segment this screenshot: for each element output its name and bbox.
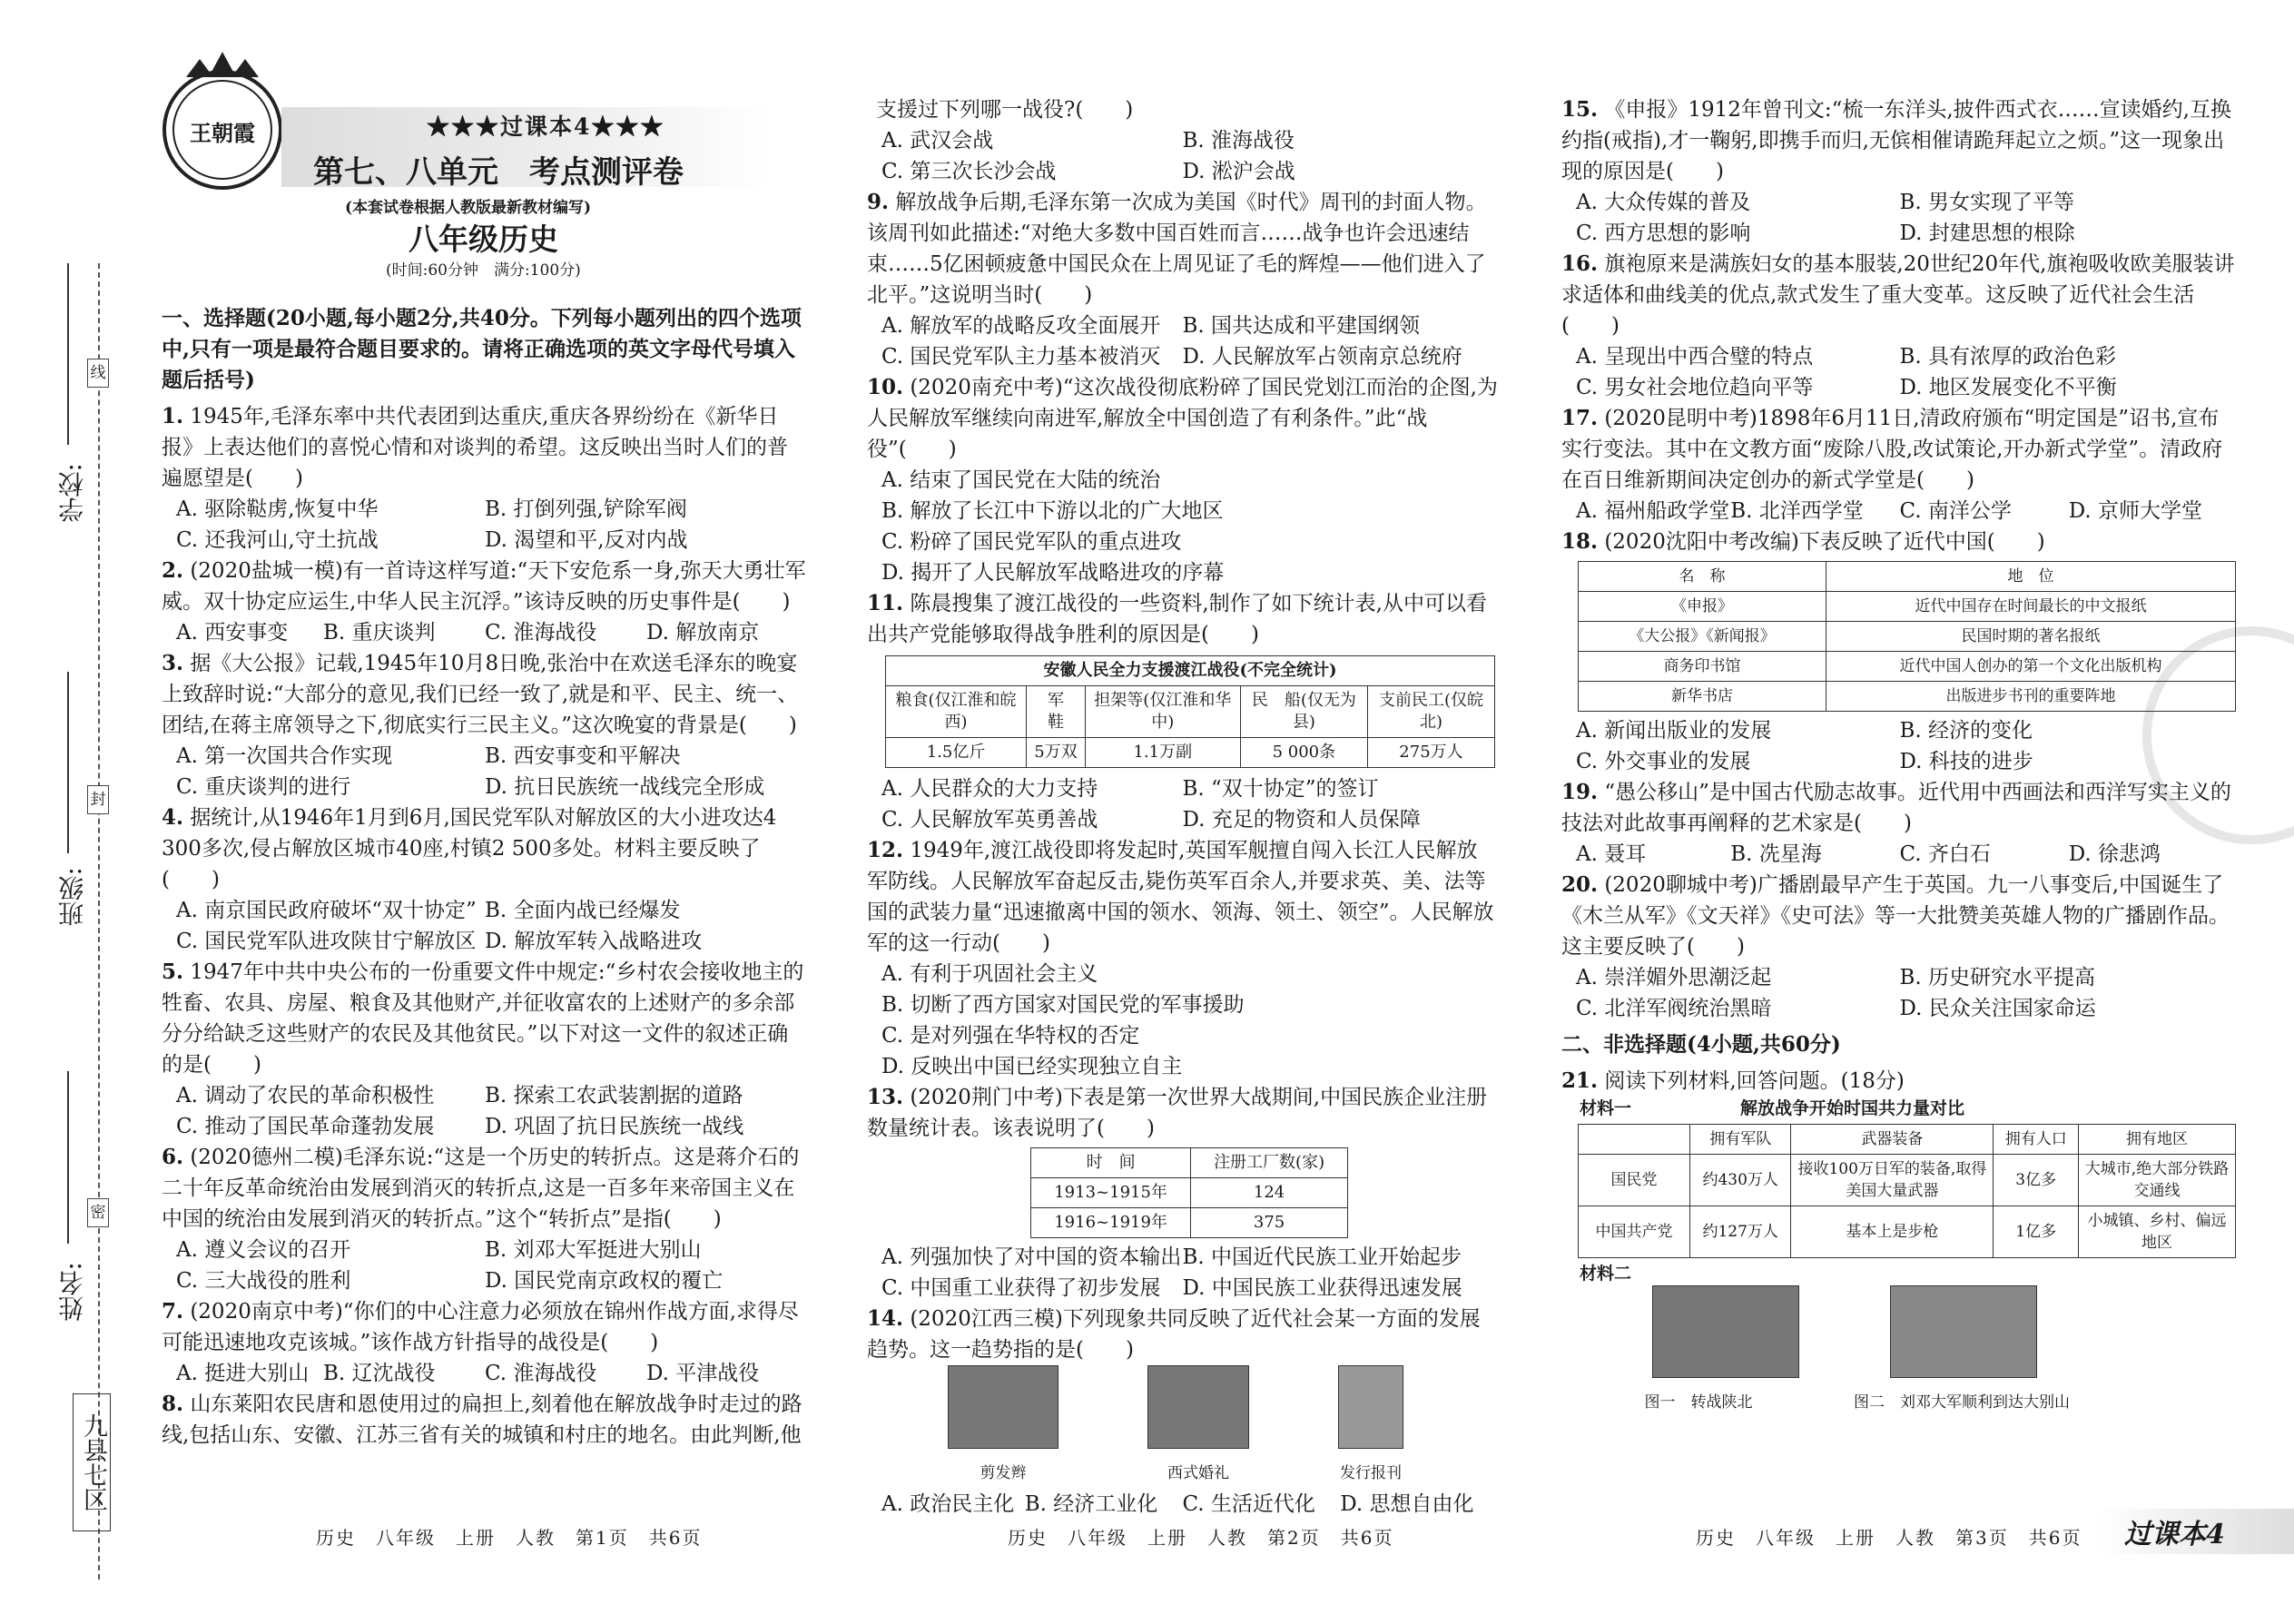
q18-cell: 《申报》 — [1579, 592, 1826, 622]
question-6: 6. (2020德州二模)毛泽东说:“这是一个历史的转折点。这是蒋介石的二十年反革命统治由发展到消灭的转折点,这是一百多年来帝国主义在中国的统治由发展到消灭的转折点。”这个“转折点”是指( ) A. 遵义会议的召开 B. 刘邓大军挺进大别山 C. 三大战役的胜利 D. 国民党南京政权的覆亡 — [162, 1142, 808, 1296]
wedding-photo — [1147, 1365, 1249, 1449]
q21-cell: 小城镇、乡村、偏远地区 — [2079, 1206, 2236, 1258]
q14-caption: 剪发辫 — [980, 1464, 1027, 1482]
question-1: 1. 1945年,毛泽东率中共代表团到达重庆,重庆各界纷纷在《新华日报》上表达他们的喜悦心情和对谈判的希望。这反映出当时人们的普遍愿望是( ) A. 驱除鞑虏,恢复中华 B. 打倒列强,铲除军阀 C. 还我河山,守土抗战 D. 渴望和平,反对内战 — [162, 401, 808, 556]
question-13: 13. (2020荆门中考)下表是第一次世界大战期间,中国民族企业注册数量统计表。该表说明了( ) 时 间 注册工厂数(家) 1913~1915年 124 1916~1919年 375 A. 列强加快了对中国的资本输出 B. 中国近代民族工业开始起步 C. 中国重工业获得了初步发展 D. 中国民族工业获得迅速发展 — [867, 1082, 1498, 1304]
q21-stem: 阅读下列材料,回答问题。(18分) — [1604, 1069, 1905, 1093]
q11-header: 民 船(仅无为县) — [1240, 686, 1367, 738]
q11-cell: 1.1万副 — [1085, 738, 1240, 768]
q11-cell: 1.5亿斤 — [886, 738, 1027, 768]
question-16: 16. 旗袍原来是满族妇女的基本服装,20世纪20年代,旗袍吸收欧美服装讲求适体和曲线美的优点,款式发生了重大变革。这反映了近代社会生活( ) A. 呈现出中西合璧的特点 B. 具有浓厚的政治色彩 C. 男女社会地位趋向平等 D. 地区发展变化不平衡 — [1561, 249, 2238, 403]
column-3 — [1561, 94, 2238, 1418]
q21-cell: 国民党 — [1579, 1155, 1690, 1206]
q11-option-c[interactable]: C. 人民解放军英勇善战 — [881, 808, 1098, 832]
q14-option-a[interactable]: A. 政治民主化 — [881, 1492, 1015, 1516]
binding-dashed-line — [98, 263, 100, 1580]
binding-sidebar — [0, 0, 127, 1624]
q20-stem: (2020聊城中考)广播剧最早产生于英国。九一八事变后,中国诞生了《木兰从军》《文天祥》《史可法》等一大批赞美英雄人物的广播剧作品。这主要反映了( ) — [1561, 873, 2230, 959]
q16-stem: 旗袍原来是满族妇女的基本服装,20世纪20年代,旗袍吸收欧美服装讲求适体和曲线美的优点,款式发生了重大变革。这反映了近代社会生活( ) — [1561, 252, 2235, 338]
q14-caption: 西式婚礼 — [1167, 1464, 1229, 1482]
question-4: 4. 据统计,从1946年1月到6月,国民党军队对解放区的大小进攻达4 300多次,侵占解放区城市40座,村镇2 500多处。材料主要反映了( ) A. 南京国民政府破坏“双十协定” B. 全面内战已经爆发 C. 国民党军队进攻陕甘宁解放区 D. 解放军转入战略进攻 — [162, 802, 808, 957]
school-label: 学校: — [57, 463, 87, 523]
q1-option-a[interactable]: A. 驱除鞑虏,恢复中华 — [176, 497, 379, 521]
q14-image-2 — [1147, 1365, 1249, 1489]
dabieshan-photo — [1890, 1285, 2037, 1378]
q6-option-a[interactable]: A. 遵义会议的召开 — [176, 1238, 351, 1262]
q17-option-c[interactable]: C. 南洋公学 — [1899, 499, 2012, 523]
q21-header: 拥有地区 — [2079, 1125, 2236, 1155]
q8-stem-cont: 支援过下列哪一战役?( ) — [876, 98, 1134, 122]
q14-image-3 — [1338, 1365, 1403, 1489]
shaanbei-photo — [1652, 1285, 1799, 1378]
q8-option-d[interactable]: D. 淞沪会战 — [1182, 160, 1295, 183]
question-20: 20. (2020聊城中考)广播剧最早产生于英国。九一八事变后,中国诞生了《木兰从军》《文天祥》《史可法》等一大批赞美英雄人物的广播剧作品。这主要反映了( ) A. 崇洋媚外思潮泛起 B. 历史研究水平提高 C. 北洋军阀统治黑暗 D. 民众关注国家命运 — [1561, 870, 2238, 1024]
q1-option-d[interactable]: D. 渴望和平,反对内战 — [485, 528, 688, 552]
newspaper-photo — [1338, 1365, 1403, 1449]
q21-table — [1578, 1124, 2236, 1258]
q17-stem: (2020昆明中考)1898年6月11日,清政府颁布“明定国是”诏书,宣布实行变法。其中在文教方面“废除八股,改试策论,开办新式学堂”。清政府在百日维新期间决定创办的新式学堂是( ) — [1561, 407, 2223, 492]
q18-cell: 民国时期的著名报纸 — [1826, 622, 2236, 652]
q5-option-d[interactable]: D. 巩固了抗日民族统一战线 — [485, 1115, 744, 1138]
q21-cell: 基本上是步枪 — [1791, 1206, 1994, 1258]
q13-stem: (2020荆门中考)下表是第一次世界大战期间,中国民族企业注册数量统计表。该表说明了( ) — [867, 1086, 1488, 1140]
q14-option-b[interactable]: B. 经济工业化 — [1024, 1492, 1158, 1516]
q1-option-c[interactable]: C. 还我河山,守土抗战 — [176, 528, 379, 552]
question-21: 21. 阅读下列材料,回答问题。(18分) 材料一 解放战争开始时国共力量对比 拥有军队 武器装备 拥有人口 拥有地区 国民党 约430万人 接收100万日军的装备,取得美国大量武器 3亿多 大城市,绝大部分铁路交通线 中国共产党 约127万人 基本上是步枪 1亿多 小城镇、乡村、偏远地区 材料二 图一 转战陕北 图二 刘邓大军顺利到达大别山 — [1561, 1066, 2238, 1418]
q8-stem: 山东莱阳农民唐和恩使用过的扁担上,刻着他在解放战争时走过的路线,包括山东、安徽、江苏三省有关的城镇和村庄的地名。由此判断,他 — [162, 1393, 802, 1447]
q21-cell: 1亿多 — [1994, 1206, 2079, 1258]
q9-option-b[interactable]: B. 国共达成和平建国纲领 — [1182, 314, 1421, 338]
q21-cell: 3亿多 — [1994, 1155, 2079, 1206]
q2-stem: (2020盐城一模)有一首诗这样写道:“天下安危系一身,弥天大勇壮军威。双十协定应运生,中华人民主沉浮。”该诗反映的历史事件是( ) — [162, 559, 806, 614]
q18-table — [1578, 561, 2236, 712]
q6-option-c[interactable]: C. 三大战役的胜利 — [176, 1269, 351, 1293]
q20-option-c[interactable]: C. 北洋军阀统治黑暗 — [1576, 997, 1772, 1020]
q13-option-b[interactable]: B. 中国近代民族工业开始起步 — [1182, 1245, 1462, 1269]
q19-option-b[interactable]: B. 冼星海 — [1730, 842, 1822, 866]
q18-header: 地 位 — [1826, 562, 2236, 592]
q18-cell: 商务印书馆 — [1579, 652, 1826, 682]
q12-option-d[interactable]: D. 反映出中国已经实现独立自主 — [881, 1055, 1183, 1078]
q6-option-b[interactable]: B. 刘邓大军挺进大别山 — [485, 1238, 702, 1262]
page-title: 第七、八单元 考点测评卷 — [313, 154, 684, 191]
q15-option-a[interactable]: A. 大众传媒的普及 — [1576, 191, 1751, 214]
q15-option-d[interactable]: D. 封建思想的根除 — [1899, 221, 2075, 245]
q14-caption: 发行报刊 — [1340, 1464, 1402, 1482]
footer-page-1: 历史 八年级 上册 人教 第1页 共6页 — [316, 1527, 703, 1549]
question-15: 15. 《申报》1912年曾刊文:“梳一东洋头,披件西式衣……宣读婚约,互换约指(戒指),才一鞠躬,即携手而归,无傧相催请跪拜起立之烦。”这一现象出现的原因是( ) A. 大众传媒的普及 B. 男女实现了平等 C. 西方思想的影响 D. 封建思想的根除 — [1561, 94, 2238, 249]
q17-option-a[interactable]: A. 福州船政学堂 — [1576, 499, 1730, 523]
question-7: 7. (2020南京中考)“你们的中心注意力必须放在锦州作战方面,求得尽可能迅速地攻克该城。”该作战方针指导的战役是( ) A. 挺进大别山 B. 辽沈战役 C. 淮海战役 D. 平津战役 — [162, 1296, 808, 1389]
question-8: 8. 山东莱阳农民唐和恩使用过的扁担上,刻着他在解放战争时走过的路线,包括山东、安徽、江苏三省有关的城镇和村庄的地名。由此判断,他 — [162, 1392, 802, 1447]
q21-header: 拥有军队 — [1690, 1125, 1791, 1155]
column-2 — [867, 94, 1498, 1520]
q3-stem: 据《大公报》记载,1945年10月8日晚,张治中在欢送毛泽东的晚宴上致辞时说:“大部分的意见,我们已经一致了,就是和平、民主、统一、团结,在蒋主席领导之下,彻底实行三民主义。”这次晚宴的背景是( ) — [162, 652, 799, 737]
q12-stem: 1949年,渡江战役即将发起时,英国军舰擅自闯入长江人民解放军防线。人民解放军奋起反击,毙伤英军百余人,并要求英、美、法等国的武装力量“迅速撤离中国的领水、领海、领土、领空”。人民解放军的这一行动( ) — [867, 839, 1494, 955]
secret-mark: 密 — [87, 1198, 109, 1227]
name-blank-line — [67, 1071, 69, 1244]
question-17: 17. (2020昆明中考)1898年6月11日,清政府颁布“明定国是”诏书,宣布实行变法。其中在文教方面“废除八股,改试策论,开办新式学堂”。清政府在百日维新期间决定创办的新式学堂是( ) A. 福州船政学堂 B. 北洋西学堂 C. 南洋公学 D. 京师大学堂 — [1561, 403, 2238, 527]
q16-option-b[interactable]: B. 具有浓厚的政治色彩 — [1899, 345, 2117, 369]
q18-option-c[interactable]: C. 外交事业的发展 — [1576, 750, 1751, 773]
q21-caption-2: 图二 刘邓大军顺利到达大别山 — [1854, 1393, 2070, 1412]
q4-stem: 据统计,从1946年1月到6月,国民党军队对解放区的大小进攻达4 300多次,侵占解放区城市40座,村镇2 500多处。材料主要反映了( ) — [162, 806, 777, 891]
q21-figures — [1598, 1285, 2238, 1418]
question-19: 19. “愚公移山”是中国古代励志故事。近代用中西画法和西洋写实主义的技法对此故事再阐释的艺术家是( ) A. 聂耳 B. 冼星海 C. 齐白石 D. 徐悲鸿 — [1561, 777, 2238, 870]
q8-option-b[interactable]: B. 淮海战役 — [1182, 129, 1295, 153]
question-8-continued — [867, 94, 1498, 187]
q3-option-a[interactable]: A. 第一次国共合作实现 — [176, 744, 393, 768]
region-box: 九县七区 — [73, 1393, 111, 1531]
q11-header: 担架等(仅江淮和华中) — [1085, 686, 1240, 738]
q11-option-d[interactable]: D. 充足的物资和人员保障 — [1182, 808, 1421, 832]
question-3: 3. 据《大公报》记载,1945年10月8日晚,张治中在欢送毛泽东的晚宴上致辞时说:“大部分的意见,我们已经一致了,就是和平、民主、统一、团结,在蒋主席领导之下,彻底实行三民主义。”这次晚宴的背景是( ) A. 第一次国共合作实现 B. 西安事变和平解决 C. 重庆谈判的进行 D. 抗日民族统一战线完全形成 — [162, 648, 808, 802]
q21-table-title: 解放战争开始时国共力量对比 — [1740, 1098, 1965, 1118]
q3-option-d[interactable]: D. 抗日民族统一战线完全形成 — [485, 775, 765, 799]
q2-option-c[interactable]: C. 淮海战役 — [485, 621, 597, 645]
q21-caption-1: 图一 转战陕北 — [1644, 1393, 1753, 1412]
subject-title: 八年级历史 — [409, 221, 558, 257]
edition-note: (本套试卷根据人教版最新教材编写) — [345, 199, 592, 217]
q11-cell: 5 000条 — [1240, 738, 1367, 768]
q18-cell: 近代中国人创办的第一个文化出版机构 — [1826, 652, 2236, 682]
section2-heading: 二、非选择题(4小题,共60分) — [1561, 1032, 1841, 1057]
q2-option-a[interactable]: A. 西安事变 — [176, 621, 289, 645]
column-1 — [162, 298, 808, 1451]
q4-option-b[interactable]: B. 全面内战已经爆发 — [485, 899, 681, 922]
q11-option-b[interactable]: B. “双十协定”的签订 — [1182, 777, 1379, 801]
q18-option-a[interactable]: A. 新闻出版业的发展 — [1576, 719, 1772, 743]
q9-option-a[interactable]: A. 解放军的战略反攻全面展开 — [881, 314, 1161, 338]
q13-header: 时 间 — [1031, 1148, 1191, 1178]
footer-page-2: 历史 八年级 上册 人教 第2页 共6页 — [1008, 1527, 1394, 1549]
q21-figure-2 — [1854, 1285, 2070, 1418]
q21-cell: 约127万人 — [1690, 1206, 1791, 1258]
question-10: 10. (2020南充中考)“这次战役彻底粉碎了国民党划江而治的企图,为人民解放军继续向南进军,解放全中国创造了有利条件。”此“战役”( ) A. 结束了国民党在大陆的统治 B. 解放了长江中下游以北的广大地区 C. 粉碎了国民党军队的重点进攻 D. 揭开了人民解放军战略进攻的序幕 — [867, 372, 1498, 588]
q18-option-d[interactable]: D. 科技的进步 — [1899, 750, 2033, 773]
q13-header: 注册工厂数(家) — [1191, 1148, 1348, 1178]
q2-option-d[interactable]: D. 解放南京 — [646, 621, 760, 645]
q13-option-d[interactable]: D. 中国民族工业获得迅速发展 — [1182, 1276, 1462, 1300]
q9-option-c[interactable]: C. 国民党军队主力基本被消灭 — [881, 345, 1161, 369]
q3-option-b[interactable]: B. 西安事变和平解决 — [485, 744, 681, 768]
q18-option-b[interactable]: B. 经济的变化 — [1899, 719, 2033, 743]
q21-header — [1579, 1125, 1690, 1155]
q13-option-c[interactable]: C. 中国重工业获得了初步发展 — [881, 1276, 1161, 1300]
q21-cell: 约430万人 — [1690, 1155, 1791, 1206]
q9-stem: 解放战争后期,毛泽东第一次成为美国《时代》周刊的封面人物。该周刊如此描述:“对绝大多数中国百姓而言……战争也许会迅速结束……5亿困顿疲惫中国民众在上周见证了毛的辉煌——他们进入了北平。”这说明当时( ) — [867, 191, 1487, 307]
q16-option-d[interactable]: D. 地区发展变化不平衡 — [1899, 376, 2117, 399]
haircut-photo — [948, 1365, 1058, 1449]
q13-cell: 1916~1919年 — [1031, 1208, 1191, 1238]
q15-option-c[interactable]: C. 西方思想的影响 — [1576, 221, 1751, 245]
q18-cell: 近代中国存在时间最长的中文报纸 — [1826, 592, 2236, 622]
question-2: 2. (2020盐城一模)有一首诗这样写道:“天下安危系一身,弥天大勇壮军威。双十协定应运生,中华人民主沉浮。”该诗反映的历史事件是( ) A. 西安事变 B. 重庆谈判 C. 淮海战役 D. 解放南京 — [162, 556, 808, 648]
q21-cell: 接收100万日军的装备,取得美国大量武器 — [1791, 1155, 1994, 1206]
q2-option-b[interactable]: B. 重庆谈判 — [323, 621, 436, 645]
q7-option-d[interactable]: D. 平津战役 — [646, 1362, 760, 1385]
q11-header: 粮食(仅江淮和皖西) — [886, 686, 1027, 738]
q5-option-a[interactable]: A. 调动了农民的革命积极性 — [176, 1084, 435, 1107]
q13-table — [1030, 1147, 1348, 1238]
q8-option-c[interactable]: C. 第三次长沙会战 — [881, 160, 1057, 183]
q4-option-d[interactable]: D. 解放军转入战略进攻 — [485, 930, 703, 953]
q17-option-d[interactable]: D. 京师大学堂 — [2068, 499, 2202, 523]
q10-option-c[interactable]: C. 粉碎了国民党军队的重点进攻 — [881, 530, 1182, 554]
material-2-label: 材料二 — [1580, 1264, 1632, 1284]
q10-option-a[interactable]: A. 结束了国民党在大陆的统治 — [881, 468, 1161, 492]
q14-stem: (2020江西三模)下列现象共同反映了近代社会某一方面的发展趋势。这一趋势指的是( ) — [867, 1307, 1481, 1362]
q5-option-c[interactable]: C. 推动了国民革命蓬勃发展 — [176, 1115, 435, 1138]
q13-option-a[interactable]: A. 列强加快了对中国的资本输出 — [881, 1245, 1182, 1269]
q7-option-a[interactable]: A. 挺进大别山 — [176, 1362, 310, 1385]
time-score: (时间:60分钟 满分:100分) — [386, 261, 581, 280]
school-blank-line — [67, 263, 69, 445]
class-blank-line — [67, 672, 69, 853]
q13-cell: 124 — [1191, 1178, 1348, 1208]
q9-option-d[interactable]: D. 人民解放军占领南京总统府 — [1182, 345, 1462, 369]
logo-text: 王朝霞 — [190, 120, 255, 146]
q18-stem: (2020沈阳中考改编)下表反映了近代中国( ) — [1604, 530, 2045, 554]
q5-stem: 1947年中共中央公布的一份重要文件中规定:“乡村农会接收地主的牲畜、农具、房屋、粮食及其他财产,并征收富农的上述财产的多余部分分给缺乏这些财产的农民及其他贫民。”以下对这一文件的叙述正确的是( ) — [162, 960, 804, 1077]
q14-option-c[interactable]: C. 生活近代化 — [1182, 1492, 1315, 1516]
q19-option-a[interactable]: A. 聂耳 — [1576, 842, 1647, 866]
q19-option-c[interactable]: C. 齐白石 — [1899, 842, 1991, 866]
q11-cell: 275万人 — [1367, 738, 1494, 768]
q10-option-d[interactable]: D. 揭开了人民解放军战略进攻的序幕 — [881, 561, 1225, 585]
q15-option-b[interactable]: B. 男女实现了平等 — [1899, 191, 2075, 214]
q15-stem: 《申报》1912年曾刊文:“梳一东洋头,披件西式衣……宣读婚约,互换约指(戒指),才一鞠躬,即携手而归,无傧相催请跪拜起立之烦。”这一现象出现的原因是( ) — [1561, 98, 2231, 183]
q16-option-c[interactable]: C. 男女社会地位趋向平等 — [1576, 376, 1814, 399]
q5-option-b[interactable]: B. 探索工农武装割据的道路 — [485, 1084, 743, 1107]
q13-cell: 1913~1915年 — [1031, 1178, 1191, 1208]
q21-cell: 中国共产党 — [1579, 1206, 1690, 1258]
footer-page-3: 历史 八年级 上册 人教 第3页 共6页 — [1696, 1527, 2082, 1549]
q20-option-d[interactable]: D. 民众关注国家命运 — [1899, 997, 2096, 1020]
q10-option-b[interactable]: B. 解放了长江中下游以北的广大地区 — [881, 499, 1224, 523]
q1-stem: 1945年,毛泽东率中共代表团到达重庆,重庆各界纷纷在《新华日报》上表达他们的喜悦心情和对谈判的希望。这反映出当时人们的普遍愿望是( ) — [162, 405, 788, 490]
q21-header: 拥有人口 — [1994, 1125, 2079, 1155]
q12-option-c[interactable]: C. 是对列强在华特权的否定 — [881, 1024, 1140, 1048]
q21-figure-1 — [1598, 1285, 1799, 1418]
q11-option-a[interactable]: A. 人民群众的大力支持 — [881, 777, 1098, 801]
q20-option-a[interactable]: A. 崇洋媚外思潮泛起 — [1576, 966, 1772, 989]
q14-images — [903, 1365, 1448, 1489]
q1-option-b[interactable]: B. 打倒列强,铲除军阀 — [485, 497, 687, 521]
q6-stem: (2020德州二模)毛泽东说:“这是一个历史的转折点。这是蒋介石的二十年反革命统治由发展到消灭的转折点,这是一百多年来帝国主义在中国的统治由发展到消灭的转折点。”这个“转折点”是指( ) — [162, 1146, 800, 1231]
q14-image-1 — [948, 1365, 1058, 1489]
q11-table — [885, 655, 1495, 768]
footer-brand: 过课本4 — [2124, 1519, 2225, 1550]
material-1-label: 材料一 — [1580, 1098, 1632, 1118]
q4-option-c[interactable]: C. 国民党军队进攻陕甘宁解放区 — [176, 930, 477, 953]
q11-table-title: 安徽人民全力支援渡江战役(不完全统计) — [886, 656, 1495, 686]
q20-option-b[interactable]: B. 历史研究水平提高 — [1899, 966, 2096, 989]
q18-header: 名 称 — [1579, 562, 1826, 592]
q17-option-b[interactable]: B. 北洋西学堂 — [1730, 499, 1864, 523]
q13-cell: 375 — [1191, 1208, 1348, 1238]
q8-option-a[interactable]: A. 武汉会战 — [881, 129, 994, 153]
q4-option-a[interactable]: A. 南京国民政府破坏“双十协定” — [176, 899, 477, 922]
question-12: 12. 1949年,渡江战役即将发起时,英国军舰擅自闯入长江人民解放军防线。人民解放军奋起反击,毙伤英军百余人,并要求英、美、法等国的武装力量“迅速撤离中国的领水、领海、领土、领空”。人民解放军的这一行动( ) A. 有利于巩固社会主义 B. 切断了西方国家对国民党的军事援助 C. 是对列强在华特权的否定 D. 反映出中国已经实现独立自主 — [867, 835, 1498, 1082]
q10-stem: (2020南充中考)“这次战役彻底粉碎了国民党划江而治的企图,为人民解放军继续向南进军,解放全中国创造了有利条件。”此“战役”( ) — [867, 376, 1498, 461]
q18-cell: 《大公报》《新闻报》 — [1579, 622, 1826, 652]
q3-option-c[interactable]: C. 重庆谈判的进行 — [176, 775, 351, 799]
q11-stem: 陈晨搜集了渡江战役的一些资料,制作了如下统计表,从中可以看出共产党能够取得战争胜利的原因是( ) — [867, 592, 1487, 646]
line-mark: 线 — [87, 359, 109, 388]
q11-header: 军 鞋 — [1027, 686, 1086, 738]
class-label: 班级: — [57, 867, 87, 927]
q7-option-c[interactable]: C. 淮海战役 — [485, 1362, 597, 1385]
q18-cell: 新华书店 — [1579, 682, 1826, 712]
q11-cell: 5万双 — [1027, 738, 1086, 768]
q18-cell: 出版进步书刊的重要阵地 — [1826, 682, 2236, 712]
question-18: 18. (2020沈阳中考改编)下表反映了近代中国( ) 名 称 地 位 《申报》 近代中国存在时间最长的中文报纸 《大公报》《新闻报》 民国时期的著名报纸 商务印书馆 近代中国人创办的第一个文化出版机构 新华书店 出版进步书刊的重要阵地 A. 新闻出版业的发展 B. 经济的变化 C. 外交事业的发展 D. 科技的进步 — [1561, 527, 2238, 777]
q16-option-a[interactable]: A. 呈现出中西合璧的特点 — [1576, 345, 1814, 369]
q19-stem: “愚公移山”是中国古代励志故事。近代用中西画法和西洋写实主义的技法对此故事再阐释的艺术家是( ) — [1561, 781, 2231, 835]
q7-stem: (2020南京中考)“你们的中心注意力必须放在锦州作战方面,求得尽可能迅速地攻克该城。”该作战方针指导的战役是( ) — [162, 1300, 799, 1354]
series-label: ★★★过课本4★★★ — [427, 113, 665, 140]
q7-option-b[interactable]: B. 辽沈战役 — [323, 1362, 436, 1385]
q11-header: 支前民工(仅皖北) — [1367, 686, 1494, 738]
name-label: 姓名: — [57, 1262, 87, 1322]
q21-cell: 大城市,绝大部分铁路交通线 — [2079, 1155, 2236, 1206]
brand-logo — [145, 41, 300, 195]
question-14: 14. (2020江西三模)下列现象共同反映了近代社会某一方面的发展趋势。这一趋势指的是( ) 剪发辫 西式婚礼 发行报刊 A. 政治民主化 B. 经济工业化 C. 生活近代化 D. 思想自由化 — [867, 1304, 1498, 1520]
q12-option-a[interactable]: A. 有利于巩固社会主义 — [881, 962, 1098, 986]
q6-option-d[interactable]: D. 国民党南京政权的覆亡 — [485, 1269, 724, 1293]
q21-header: 武器装备 — [1791, 1125, 1994, 1155]
question-11: 11. 陈晨搜集了渡江战役的一些资料,制作了如下统计表,从中可以看出共产党能够取得战争胜利的原因是( ) 安徽人民全力支援渡江战役(不完全统计) 粮食(仅江淮和皖西) 军 鞋 担架等(仅江淮和华中) 民 船(仅无为县) 支前民工(仅皖北) 1.5亿斤 5万双 1.1万副 5 000条 275万人 A. 人民群众的大力支持 B. “双十协定”的签订 C. 人民解放军英勇善战 D. 充足的物资和人员保障 — [867, 588, 1498, 835]
seal-mark: 封 — [87, 785, 109, 814]
section1-heading: 一、选择题(20小题,每小题2分,共40分。下列每小题列出的四个选项中,只有一项是最符合题目要求的。请将正确选项的英文字母代号填入题后括号) — [162, 306, 802, 392]
q12-option-b[interactable]: B. 切断了西方国家对国民党的军事援助 — [881, 993, 1245, 1017]
q14-option-d[interactable]: D. 思想自由化 — [1340, 1492, 1474, 1516]
q19-option-d[interactable]: D. 徐悲鸿 — [2068, 842, 2161, 866]
question-9: 9. 解放战争后期,毛泽东第一次成为美国《时代》周刊的封面人物。该周刊如此描述:“对绝大多数中国百姓而言……战争也许会迅速结束……5亿困顿疲惫中国民众在上周见证了毛的辉煌——他们进入了北平。”这说明当时( ) A. 解放军的战略反攻全面展开 B. 国共达成和平建国纲领 C. 国民党军队主力基本被消灭 D. 人民解放军占领南京总统府 — [867, 187, 1498, 372]
question-5: 5. 1947年中共中央公布的一份重要文件中规定:“乡村农会接收地主的牲畜、农具、房屋、粮食及其他财产,并征收富农的上述财产的多余部分分给缺乏这些财产的农民及其他贫民。”以下对这一文件的叙述正确的是( ) A. 调动了农民的革命积极性 B. 探索工农武装割据的道路 C. 推动了国民革命蓬勃发展 D. 巩固了抗日民族统一战线 — [162, 957, 808, 1142]
